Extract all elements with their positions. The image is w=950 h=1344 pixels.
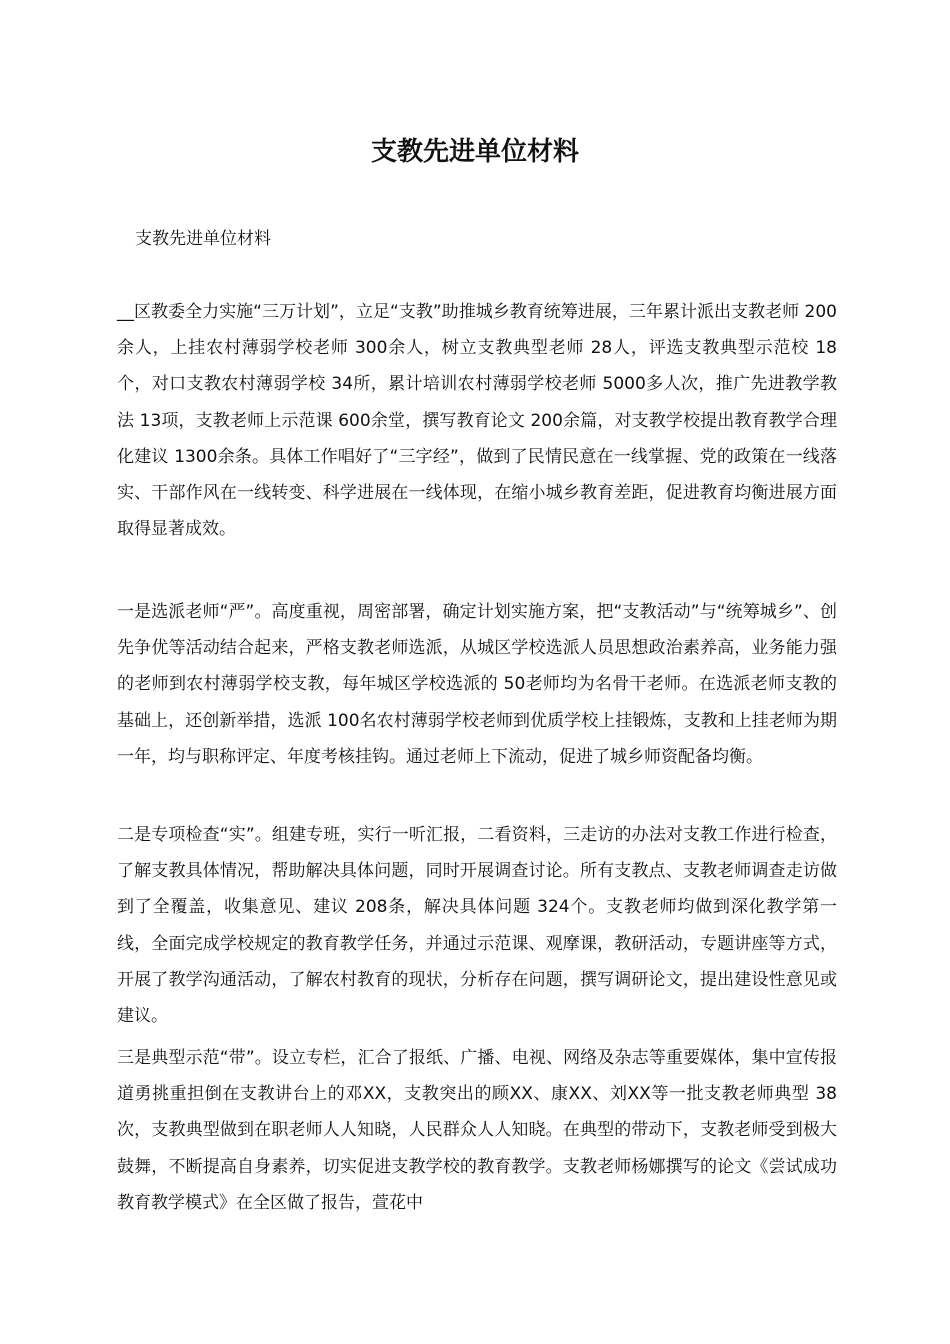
paragraph-intro: __区教委全力实施“三万计划”，立足“支教”助推城乡教育统筹进展，三年累计派出支教老师 200余人，上挂农村薄弱学校老师 300余人，树立支教典型老师 28人，评选支教典型示范校 18个，对口支教农村薄弱学校 34所，累计培训农村薄弱学校老师 5000多人次，推广先进教学教法 13项，支教老师上示范课 600余堂，撰写教育论文 200余篇，对支教学校提出教育教学合理化建议 1300余条。具体工作唱好了“三字经”，做到了民情民意在一线掌握、党的政策在一线落实、干部作风在一线转变、科学进展在一线体现，在缩小城乡教育差距，促进教育均衡进展方面取得显著成效。	[117, 302, 837, 540]
document-subtitle: 支教先进单位材料	[135, 229, 271, 249]
paragraph-inspection: 二是专项检查“实”。组建专班，实行一听汇报，二看资料，三走访的办法对支教工作进行检查，了解支教具体情况，帮助解决具体问题，同时开展调查讨论。所有支教点、支教老师调查走访做到了全覆盖，收集意见、建议 208条，解决具体问题 324个。支教老师均做到深化教学第一线，全面完成学校规定的教育教学任务，并通过示范课、观摩课，教研活动，专题讲座等方式，开展了教学沟通活动，了解农村教育的现状，分析存在问题，撰写调研论文，提出建设性意见或建议。	[117, 825, 837, 1027]
paragraph-selection: 一是选派老师“严”。高度重视，周密部署，确定计划实施方案，把“支教活动”与“统筹城乡”、创先争优等活动结合起来，严格支教老师选派，从城区学校选派人员思想政治素养高，业务能力强的老师到农村薄弱学校支教，每年城区学校选派的 50老师均为名骨干老师。在选派老师支教的基础上，还创新举措，选派 100名农村薄弱学校老师到优质学校上挂锻炼，支教和上挂老师为期一年，均与职称评定、年度考核挂钩。通过老师上下流动，促进了城乡师资配备均衡。	[117, 602, 837, 767]
paragraph-example: 三是典型示范“带”。设立专栏，汇合了报纸、广播、电视、网络及杂志等重要媒体，集中宣传报道勇挑重担倒在支教讲台上的邓XX，支教突出的顾XX、康XX、刘XX等一批支教老师典型 38次，支教典型做到在职老师人人知晓，人民群众人人知晓。在典型的带动下，支教老师受到极大鼓舞，不断提高自身素养，切实促进支教学校的教育教学。支教老师杨娜撰写的论文《尝试成功教育教学模式》在全区做了报告，萱花中	[117, 1048, 837, 1213]
document-title: 支教先进单位材料	[370, 137, 579, 167]
